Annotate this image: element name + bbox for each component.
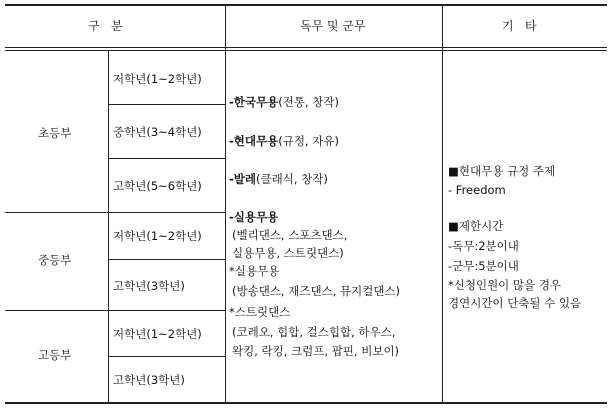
genre-ballet-name: -발레	[229, 172, 256, 186]
group-label-high: 고등부	[38, 348, 72, 362]
practical-sub-title: *실용무용	[229, 264, 280, 278]
group-label-middle: 중등부	[38, 253, 72, 267]
group-divider	[5, 310, 225, 311]
grade-label: 저학년(1~2학년)	[113, 72, 202, 86]
header-solo-group: 독무 및 군무	[300, 19, 366, 33]
genre-korean-name: -한국무용	[229, 95, 279, 109]
column-divider	[225, 5, 226, 402]
header-etc: 기 타	[502, 19, 537, 33]
group-divider	[5, 212, 225, 213]
street-sub-line: (코레오, 힙합, 걸스힙합, 하우스,	[232, 325, 396, 339]
row-divider	[108, 104, 225, 105]
grade-label: 고학년(3학년)	[113, 279, 185, 293]
genre-modern-name: -현대무용	[229, 134, 279, 148]
header-category: 구 분	[88, 19, 123, 33]
header-bottom-line-a	[5, 47, 607, 48]
grade-label: 중학년(3~4학년)	[113, 125, 202, 139]
note-solo-time: -독무:2분이내	[448, 239, 519, 253]
note-theme-value: - Freedom	[448, 183, 506, 197]
genre-modern	[229, 134, 339, 148]
note-group-time: -군무:5분이내	[448, 259, 519, 273]
grade-label: 저학년(1~2학년)	[113, 229, 202, 243]
column-divider	[442, 5, 443, 402]
row-divider	[108, 259, 225, 260]
practical-sub-line: (방송댄스, 재즈댄스, 뮤지컬댄스)	[232, 284, 401, 298]
table-top-border	[5, 4, 607, 6]
street-sub-title: *스트릿댄스	[229, 305, 291, 319]
grade-label: 고학년(5~6학년)	[113, 179, 202, 193]
genre-korean-detail: (전통, 창작)	[278, 95, 339, 109]
genre-ballet-detail: (클래식, 창작)	[256, 172, 328, 186]
note-time-title: ■제한시간	[448, 219, 504, 233]
grade-label: 저학년(1~2학년)	[113, 327, 202, 341]
genre-ballet	[229, 172, 328, 186]
genre-practical-line: (벨리댄스, 스포츠댄스,	[232, 228, 348, 242]
genre-practical-name: -실용무용	[229, 210, 279, 224]
header-bottom-line-b	[5, 50, 607, 51]
note-theme-title: ■현대무용 규정 주제	[448, 164, 556, 178]
note-caveat-line: *신청인원이 많을 경우	[448, 278, 562, 292]
table-bottom-border	[5, 402, 607, 404]
group-label-elementary: 초등부	[38, 126, 72, 140]
grade-label: 고학년(3학년)	[113, 373, 185, 387]
note-caveat-line: 경연시간이 단축될 수 있음	[448, 296, 582, 310]
genre-practical-line: 실용무용, 스트릿댄스)	[232, 246, 344, 260]
street-sub-line: 왁킹, 락킹, 크럼프, 팝핀, 비보이)	[232, 344, 400, 358]
row-divider	[108, 356, 225, 357]
genre-modern-detail: (규정, 자유)	[278, 134, 339, 148]
column-divider	[108, 51, 109, 402]
genre-korean	[229, 95, 339, 109]
row-divider	[108, 158, 225, 159]
